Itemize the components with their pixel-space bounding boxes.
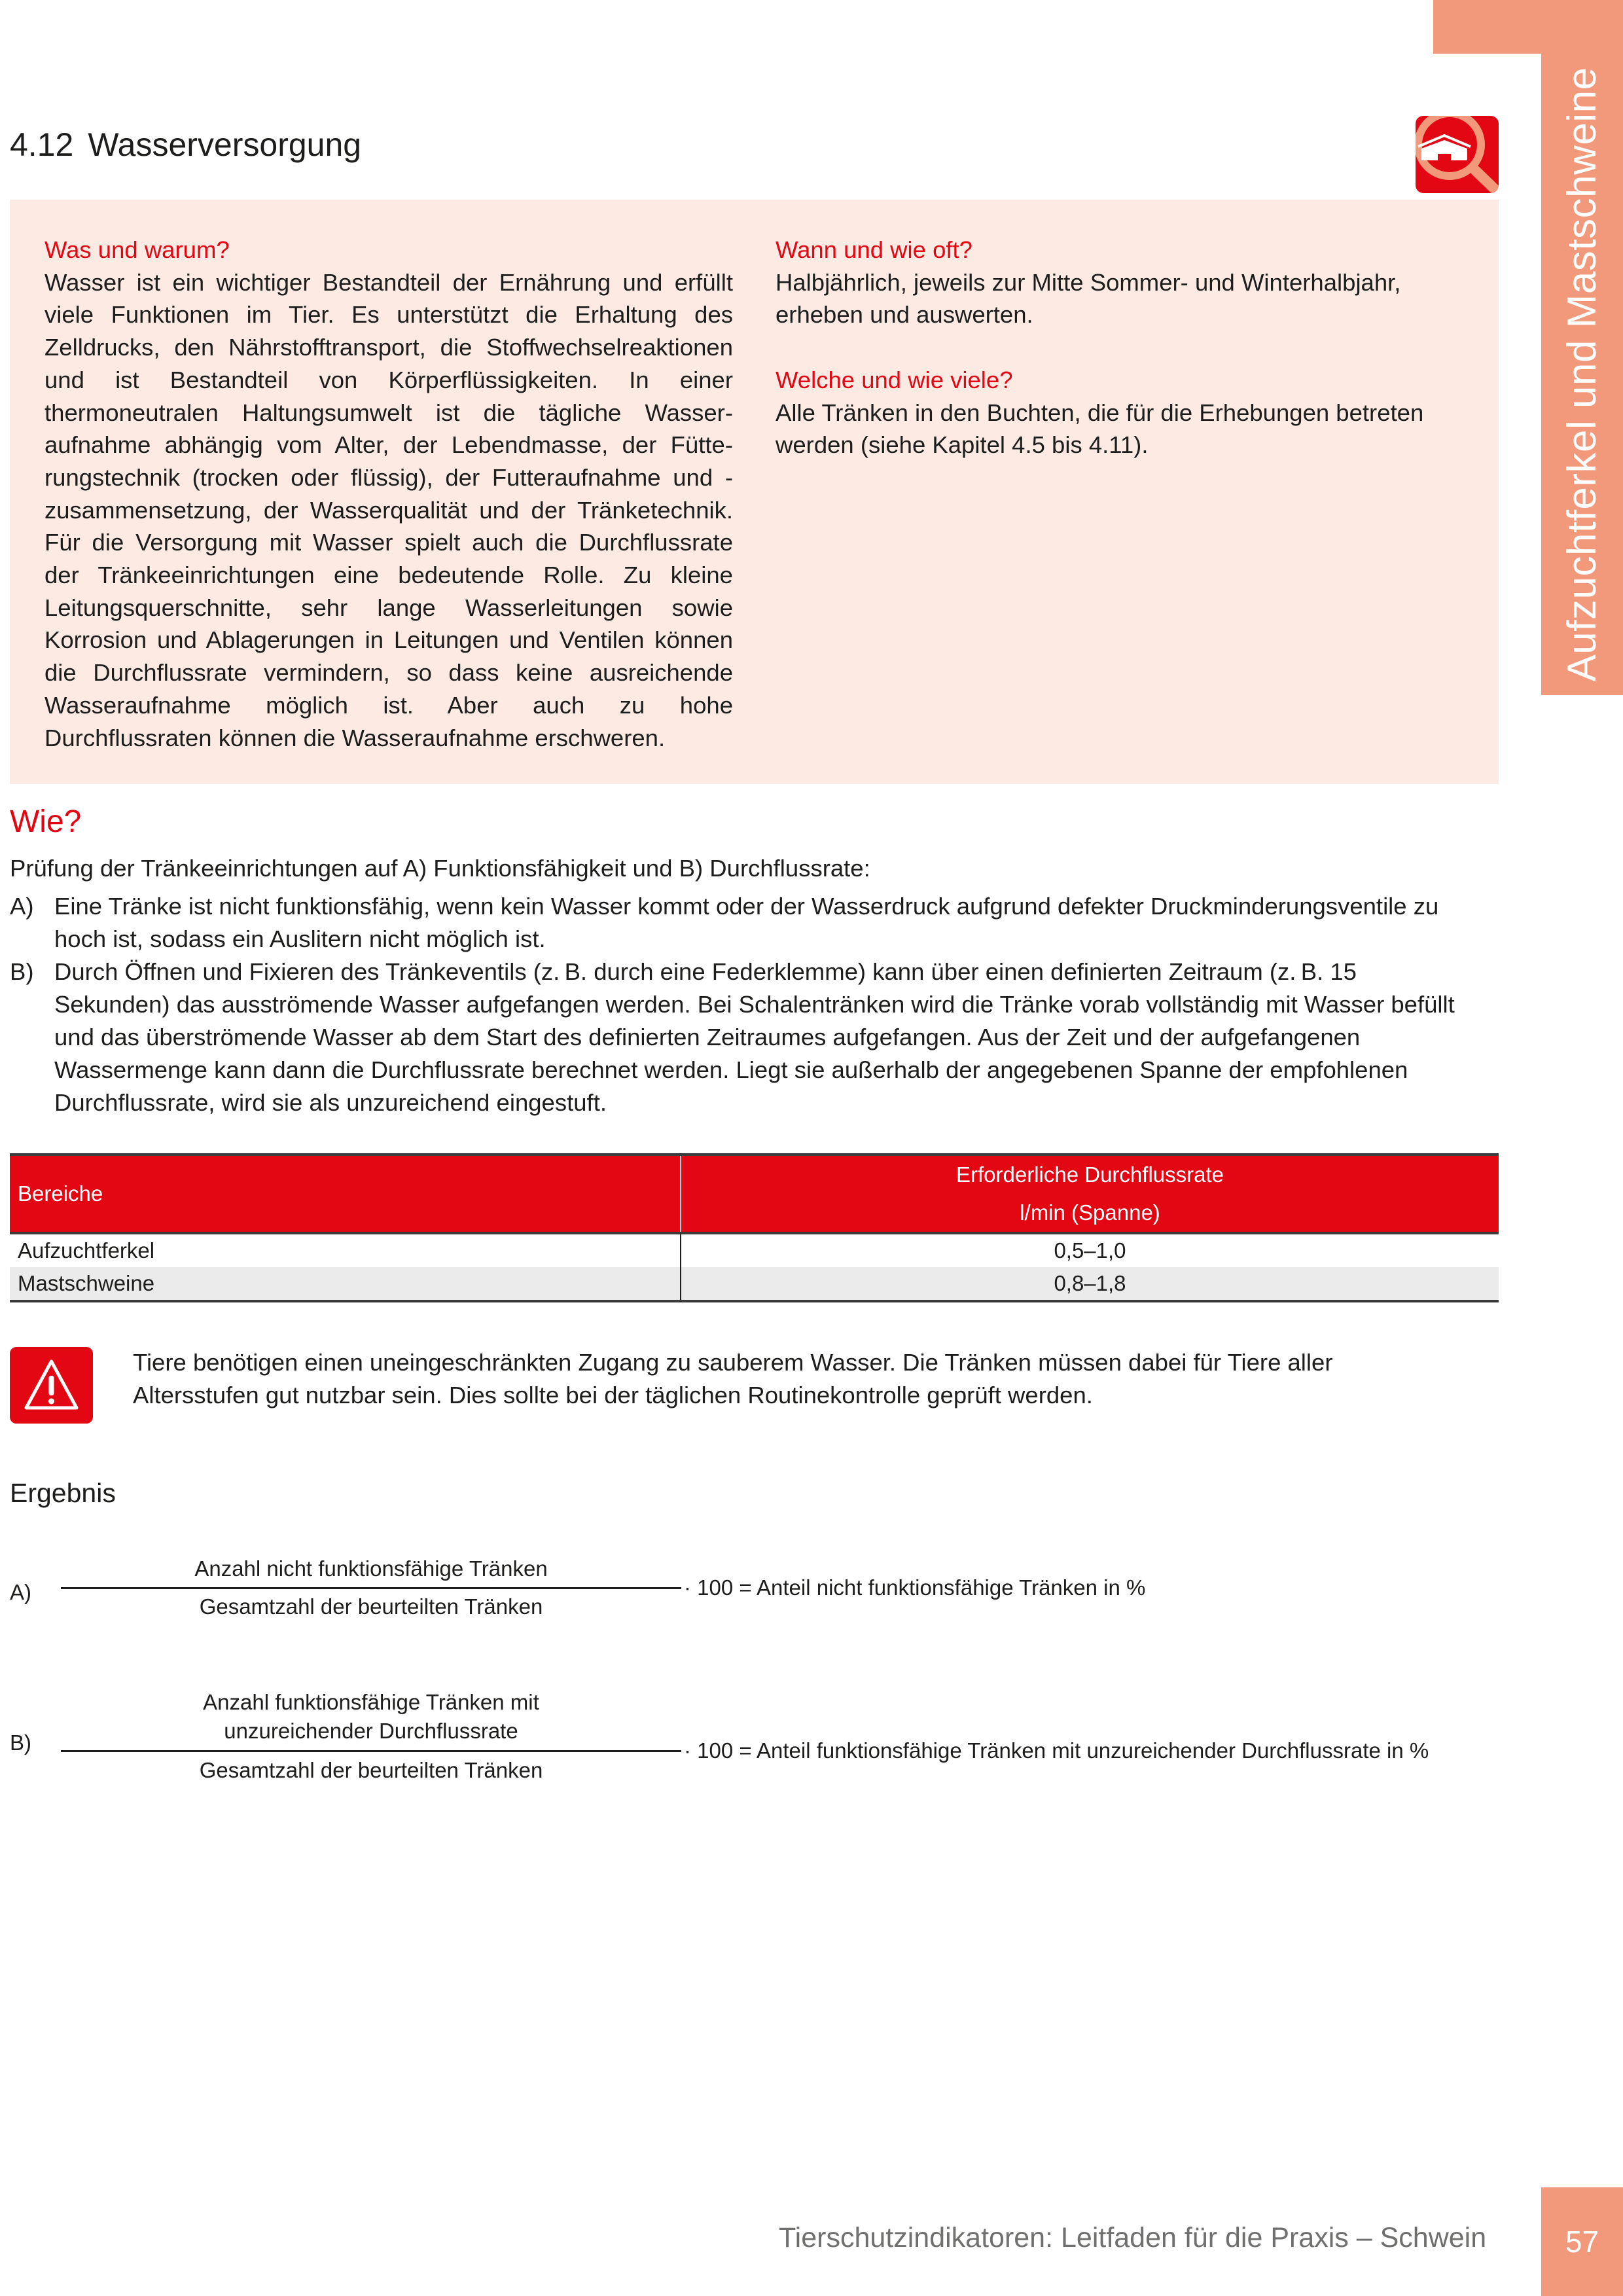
fraction-bar bbox=[61, 1750, 681, 1752]
cell-rate: 0,8–1,8 bbox=[1054, 1271, 1126, 1295]
section-tab-label: Aufzuchtferkel und Mastschweine bbox=[1560, 67, 1605, 682]
what-why-heading: Was und warum? bbox=[45, 236, 230, 263]
when-which-column bbox=[776, 234, 1469, 461]
barn-magnifier-icon bbox=[1416, 116, 1499, 193]
warning-line-2: Altersstufen gut nutzbar sein. Dies sollte bei der täglichen Routinekontrolle geprüft werden. bbox=[133, 1382, 1093, 1408]
list-item-text: Eine Tränke ist nicht funktionsfähig, wenn kein Wasser kommt oder der Wasserdruck aufgrund defekter Druckminderungsventile zu hoch ist, sodass ein Auslitern nicht möglich ist. bbox=[54, 893, 1439, 952]
formula-denominator: Gesamtzahl der beurteilten Tränken bbox=[199, 1594, 543, 1619]
column-header-areas: Bereiche bbox=[10, 1155, 681, 1233]
formula-numerator-line2: unzureichender Durchflussrate bbox=[224, 1719, 518, 1743]
warning-line-1: Tiere benötigen einen uneingeschränkten Zugang zu sauberem Wasser. Die Tränken müssen dabei für Tiere aller bbox=[133, 1349, 1333, 1376]
flow-rate-table bbox=[10, 1153, 1499, 1302]
table-header-row bbox=[10, 1155, 1499, 1233]
cell-area: Mastschweine bbox=[10, 1267, 681, 1301]
formula-result: · 100 = Anteil nicht funktionsfähige Tränken in % bbox=[684, 1575, 1146, 1600]
fraction-bar bbox=[61, 1587, 681, 1589]
when-text: Halbjährlich, jeweils zur Mitte Sommer- und Winterhalbjahr, erheben und auswerten. bbox=[776, 268, 1401, 329]
result-heading: Ergebnis bbox=[10, 1478, 116, 1508]
cell-area: Aufzuchtferkel bbox=[10, 1233, 681, 1267]
sidebar-top-block bbox=[1433, 0, 1623, 54]
publication-title: Tierschutzindikatoren: Leitfaden für die Praxis – Schwein bbox=[779, 2222, 1487, 2253]
column-header-flow-rate-line2: l/min (Spanne) bbox=[1020, 1200, 1160, 1225]
formula-label: B) bbox=[10, 1731, 31, 1755]
section-tab bbox=[1541, 54, 1623, 695]
how-intro: Prüfung der Tränkeeinrichtungen auf A) Funktionsfähigkeit und B) Durchflussrate: bbox=[10, 855, 870, 882]
how-list bbox=[10, 890, 1499, 1119]
what-why-text: Wasser ist ein wichtiger Bestandteil der Ernährung und erfüllt viele Funktionen im Tier. Es unterstützt die Erhaltung des Zelldrucks, den Nährstofftransport, die Stoffwechselreaktionen und ist Bestandteil von Körperflüssigkeiten. In einer thermoneutralen Haltungsumwelt ist die tägliche Wasseraufnahme abhängig vom Alter, der Lebendmasse, der Fütterungstechnik (trocken oder flüssig), der Futteraufnahme und -zusammensetzung, der Wasserqualität und der Tränketechnik. Für die Versorgung mit Wasser spielt auch die Durchflussrate der Tränkeeinrichtungen eine bedeutende Rolle. Zu kleine Leitungsquerschnitte, sehr lange Wasserleitungen sowie Korrosion und Ablagerungen in Leitungen und Ventilen können die Durchflussrate vermindern, so dass keine ausreichende Wasseraufnahme möglich ist. Aber auch zu hohe Durchflussraten können die Wasseraufnahme erschweren. bbox=[45, 268, 733, 751]
chapter-number: 4.12 bbox=[10, 126, 74, 163]
list-item bbox=[10, 956, 1499, 1119]
formula-numerator: Anzahl funktionsfähige Tränken mit bbox=[203, 1690, 539, 1714]
how-heading: Wie? bbox=[10, 804, 82, 839]
warning-triangle-icon bbox=[10, 1347, 93, 1424]
which-text: Alle Tränken in den Buchten, die für die Erhebungen betreten werden (siehe Kapitel 4.5 bis 4.11). bbox=[776, 399, 1424, 459]
when-heading: Wann und wie oft? bbox=[776, 236, 972, 263]
page-number: 57 bbox=[1541, 2187, 1623, 2296]
formula-denominator: Gesamtzahl der beurteilten Tränken bbox=[199, 1758, 543, 1782]
cell-rate: 0,5–1,0 bbox=[1054, 1238, 1126, 1263]
page-title bbox=[10, 126, 361, 164]
column-header-flow-rate bbox=[681, 1155, 1499, 1233]
formula-a bbox=[10, 1550, 1499, 1622]
which-heading: Welche und wie viele? bbox=[776, 366, 1013, 393]
column-header-flow-rate-line1: Erforderliche Durchflussrate bbox=[956, 1162, 1224, 1187]
list-marker: A) bbox=[10, 893, 34, 920]
info-box bbox=[10, 200, 1499, 784]
warning-text bbox=[133, 1346, 1442, 1412]
what-why-column bbox=[45, 234, 733, 754]
formula-label: A) bbox=[10, 1580, 31, 1604]
list-marker: B) bbox=[10, 958, 34, 985]
list-item-text: Durch Öffnen und Fixieren des Tränkeventils (z. B. durch eine Federklemme) kann über einen definierten Zeitraum (z. B. 15 Sekunden) das ausströmende Wasser aufgefangen werden. Bei Schalentränken wird die Tränke vorab vollständig mit Wasser befüllt und das überströmende Wasser ab dem Start des definierten Zeitraumes aufgefangen. Aus der Zeit und der aufgefangenen Wassermenge kann dann die Durchflussrate berechnet werden. Liegt sie außerhalb der angegebenen Spanne der empfohlenen Durchflussrate, wird sie als unzureichend eingestuft. bbox=[54, 958, 1455, 1116]
table-row bbox=[10, 1267, 1499, 1301]
formula-result: · 100 = Anteil funktionsfähige Tränken mit unzureichender Durchflussrate in % bbox=[684, 1738, 1429, 1763]
table-row bbox=[10, 1233, 1499, 1267]
formula-b bbox=[10, 1682, 1499, 1787]
list-item bbox=[10, 890, 1499, 956]
formula-numerator: Anzahl nicht funktionsfähige Tränken bbox=[194, 1556, 548, 1581]
chapter-title: Wasserversorgung bbox=[88, 126, 362, 163]
